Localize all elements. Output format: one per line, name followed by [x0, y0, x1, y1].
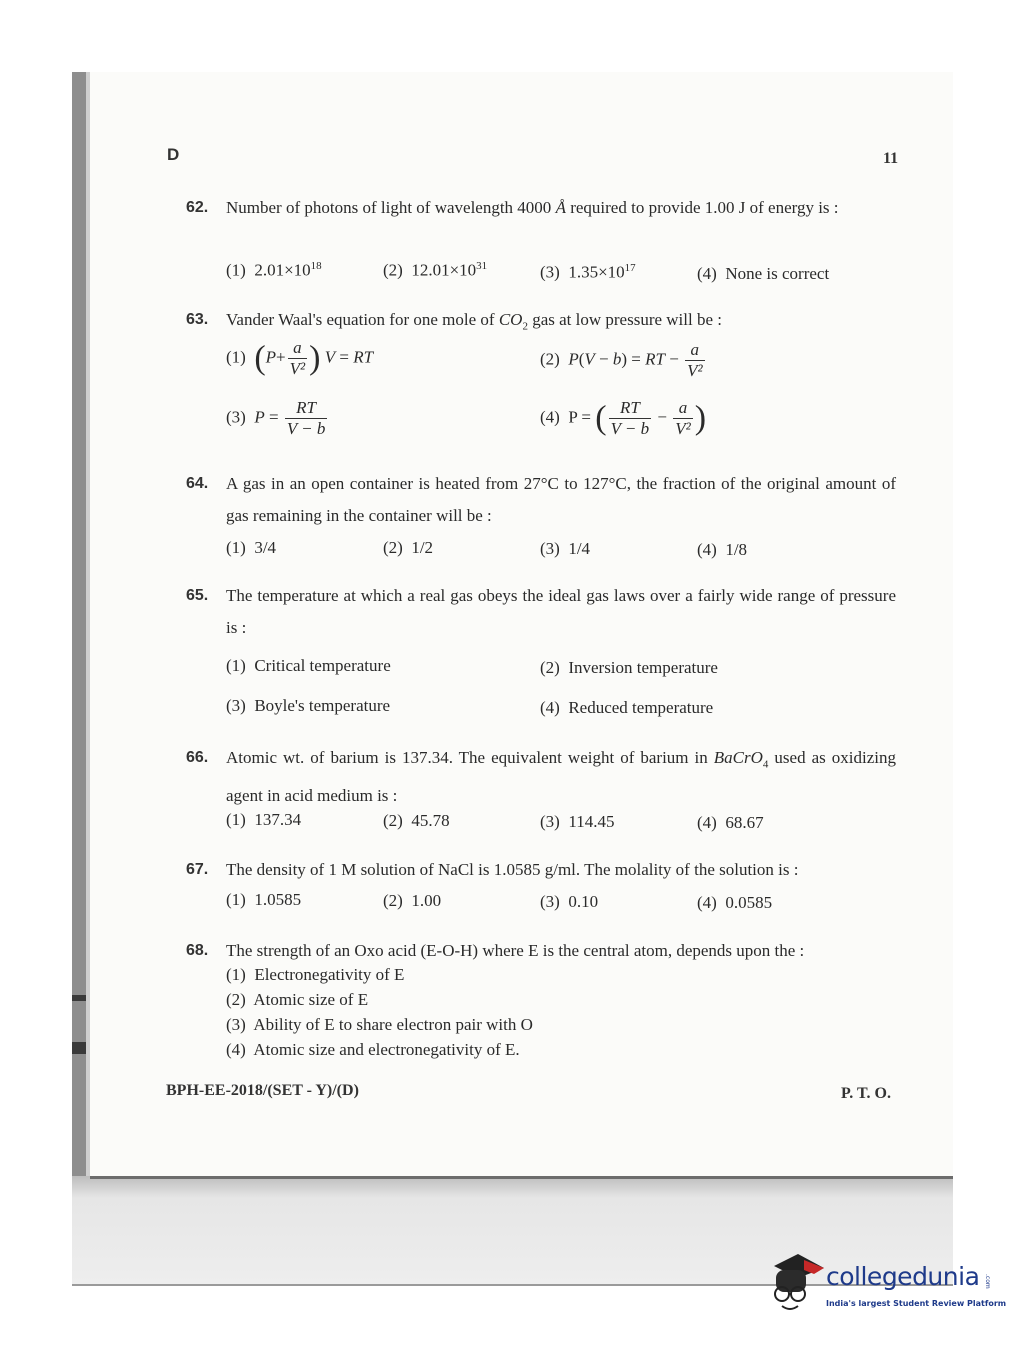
option-62-3[interactable]: (3) $1.35\times 10^{17}$: [540, 262, 636, 282]
option-68-1[interactable]: (1) Electronegativity of E: [226, 965, 405, 984]
option-64-4[interactable]: (4) 1/8: [697, 540, 748, 559]
question-text: The density of 1 M solution of NaCl is 1.0585 g/ml. The molality of the solution is :: [226, 860, 799, 879]
question-number: 63.: [186, 311, 209, 328]
angstrom-unit: Å: [555, 198, 566, 217]
option-68-3[interactable]: (3) Ability of E to share electron pair with O: [226, 1015, 533, 1034]
option-68-2[interactable]: (2) Atomic size of E: [226, 990, 369, 1009]
option-63-4[interactable]: (4) P = ( $\frac{RT}{V - b}$ − $\frac{a}{\text{V²}}$ ): [540, 398, 707, 438]
page-number: 11: [883, 150, 899, 167]
scan-left-shadow: [72, 72, 86, 1286]
option-67-1[interactable]: (1) 1.0585: [226, 890, 302, 909]
option-67-4[interactable]: (4) 0.0585: [697, 893, 773, 912]
option-64-1[interactable]: (1) 3/4: [226, 538, 277, 557]
question-63: [186, 304, 896, 342]
exam-code: BPH-EE-2018/(SET - Y)/(D): [166, 1082, 359, 1099]
logo-suffix: .com: [984, 1274, 991, 1289]
option-68-4[interactable]: (4) Atomic size and electronegativity of E.: [226, 1040, 520, 1059]
question-text: Number of photons of light of wavelength 4000 Å required to provide 1.00 J of energy is :: [226, 198, 839, 217]
scan-mark: [72, 1042, 86, 1054]
question-text: The strength of an Oxo acid (E-O-H) where E is the central atom, depends upon the :: [226, 941, 805, 960]
option-66-2[interactable]: (2) 45.78: [383, 811, 450, 830]
question-number: 64.: [186, 475, 209, 492]
option-63-2[interactable]: (2) P(V − b) = RT − $\frac{a}{\text{V²}}$: [540, 340, 703, 380]
question-text: A gas in an open container is heated from 27°C to 127°C, the fraction of the original amount of gas remaining in the container will be :: [226, 474, 896, 525]
option-67-2[interactable]: (2) 1.00: [383, 891, 442, 910]
option-67-3[interactable]: (3) 0.10: [540, 892, 599, 911]
question-65: [186, 580, 896, 644]
option-62-4[interactable]: (4) None is correct: [697, 264, 830, 283]
set-letter: D: [167, 145, 180, 164]
option-64-2[interactable]: (2) 1/2: [383, 538, 434, 557]
scan-bottom-edge: [90, 1176, 953, 1179]
question-number: 68.: [186, 942, 209, 959]
option-62-1[interactable]: (1) $2.01\times 10^{18}$: [226, 260, 322, 280]
scan-mark: [72, 995, 86, 1001]
question-62: [186, 192, 896, 224]
question-text: Atomic wt. of barium is 137.34. The equivalent weight of barium in BaCrO$_4$ used as oxidizing agent in acid medium is :: [226, 748, 896, 806]
option-63-3[interactable]: (3) P = $\frac{RT}{V - b}$: [226, 398, 326, 438]
option-62-2[interactable]: (2) $12.01\times 10^{31}$: [383, 260, 488, 280]
logo-wordmark: collegedunia: [826, 1262, 980, 1291]
question-66: [186, 742, 896, 812]
option-65-4[interactable]: (4) Reduced temperature: [540, 698, 714, 717]
collegedunia-logo-icon: [768, 1252, 828, 1322]
question-67: [186, 854, 896, 886]
option-65-3[interactable]: (3) Boyle's temperature: [226, 696, 391, 715]
question-number: 66.: [186, 749, 209, 766]
logo-tagline: India's largest Student Review Platform: [826, 1299, 1007, 1308]
option-65-1[interactable]: (1) Critical temperature: [226, 656, 391, 675]
option-65-2[interactable]: (2) Inversion temperature: [540, 658, 718, 677]
pto-label: P. T. O.: [841, 1085, 891, 1102]
question-number: 62.: [186, 199, 209, 216]
option-66-4[interactable]: (4) 68.67: [697, 813, 764, 832]
question-number: 65.: [186, 587, 209, 604]
question-text: Vander Waal's equation for one mole of $CO_2$ gas at low pressure will be :: [226, 310, 722, 333]
option-63-1[interactable]: (1) (P+ $\frac{a}{\text{V²}}$ ) V = RT: [226, 338, 374, 378]
question-text: The temperature at which a real gas obeys the ideal gas laws over a fairly wide range of pressure is :: [226, 586, 896, 637]
question-64: [186, 468, 896, 532]
option-66-1[interactable]: (1) 137.34: [226, 810, 302, 829]
option-64-3[interactable]: (3) 1/4: [540, 539, 591, 558]
option-list-68: [226, 962, 533, 1062]
option-66-3[interactable]: (3) 114.45: [540, 812, 615, 831]
question-number: 67.: [186, 861, 209, 878]
